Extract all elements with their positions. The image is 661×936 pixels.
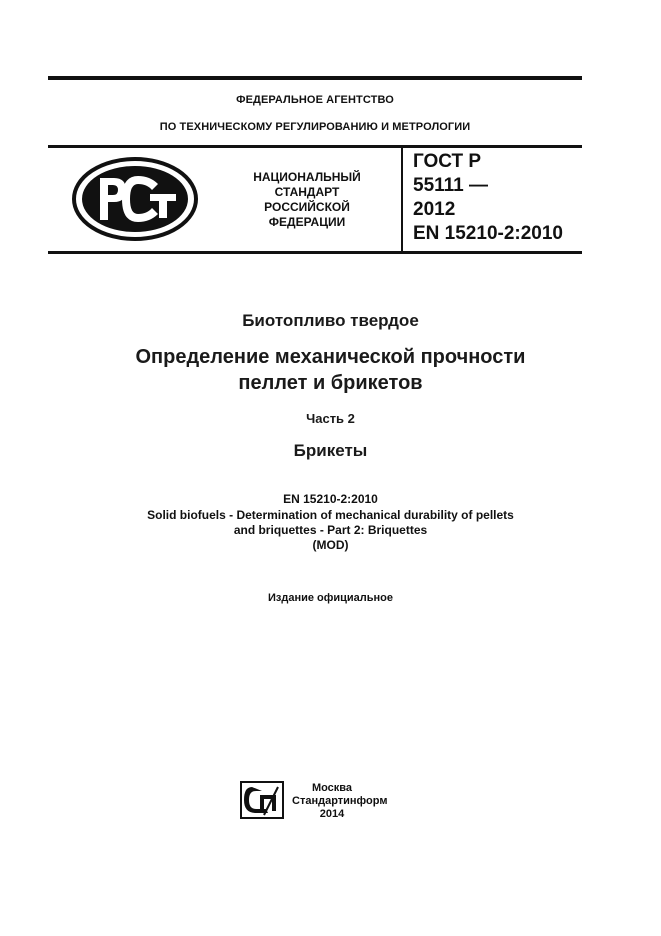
document-title: Биотопливо твердое xyxy=(242,311,419,330)
en-modification: (MOD) xyxy=(312,538,349,552)
en-title-line: Solid biofuels - Determination of mechanical durability of pellets xyxy=(147,508,514,522)
national-standard-line: НАЦИОНАЛЬНЫЙ xyxy=(253,170,361,184)
designation-line: ГОСТ Р xyxy=(413,151,482,172)
document-subtitle xyxy=(0,344,661,396)
standartinform-logo-icon xyxy=(240,781,284,819)
standard-designation xyxy=(413,150,563,246)
designation-line: 55111 — xyxy=(413,175,489,196)
part-title: Брикеты xyxy=(293,441,368,460)
national-standard-label xyxy=(238,170,376,230)
agency-line-1: ФЕДЕРАЛЬНОЕ АГЕНТСТВО xyxy=(236,94,394,106)
national-standard-line: ФЕДЕРАЦИИ xyxy=(268,215,346,229)
header-bottom-rule xyxy=(48,251,582,254)
national-standard-line: РОССИЙСКОЙ xyxy=(264,200,350,214)
publisher-city: Москва xyxy=(311,782,353,794)
top-rule xyxy=(48,76,582,80)
en-reference: EN 15210-2:2010 xyxy=(283,492,378,506)
part-number: Часть 2 xyxy=(306,411,355,426)
en-title-line: and briquettes - Part 2: Briquettes xyxy=(233,523,428,537)
publisher-info xyxy=(292,782,388,821)
publisher-year: 2014 xyxy=(319,808,345,820)
subtitle-line: пеллет и брикетов xyxy=(238,372,423,394)
designation-divider xyxy=(401,148,403,251)
national-standard-line: СТАНДАРТ xyxy=(274,185,340,199)
subtitle-line: Определение механической прочности xyxy=(135,346,526,368)
designation-line: EN 15210-2:2010 xyxy=(413,223,563,244)
agency-line-2: ПО ТЕХНИЧЕСКОМУ РЕГУЛИРОВАНИЮ И МЕТРОЛОГИИ xyxy=(159,121,471,133)
rst-logo-icon xyxy=(70,156,200,242)
designation-line: 2012 xyxy=(413,199,456,220)
header-rule xyxy=(48,145,582,148)
edition-label: Издание официальное xyxy=(267,592,394,604)
publisher-name: Стандартинформ xyxy=(292,795,388,807)
en-title xyxy=(0,508,661,538)
